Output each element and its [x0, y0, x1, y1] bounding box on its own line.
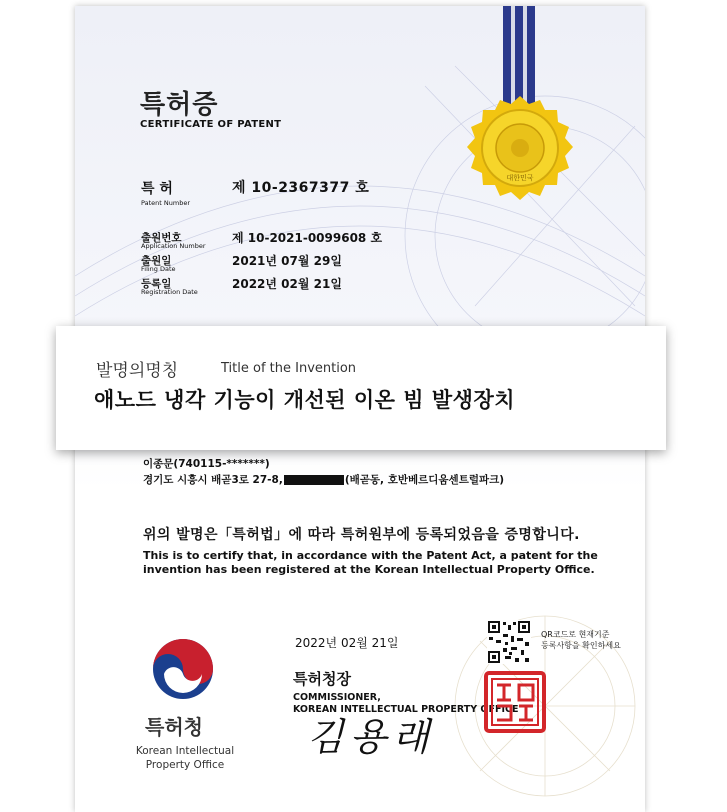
invention-title-banner — [56, 326, 666, 450]
redaction-bar — [284, 475, 344, 485]
inventor-address-prefix: 경기도 시흥시 배곧3로 27-8, — [143, 474, 283, 486]
office-name-en-line2: Property Office — [145, 759, 225, 771]
commissioner-title-en-line2: KOREAN INTELLECTUAL PROPERTY OFFICE — [293, 704, 519, 715]
commissioner-title-ko: 특허청장 — [293, 670, 351, 688]
invention-label-ko: 발명의명칭 — [96, 361, 179, 381]
qr-note — [541, 629, 621, 651]
office-name-ko: 특허청 — [145, 715, 203, 739]
application-label-ko: 출원번호 — [141, 232, 182, 244]
commissioner-signature: 김용래 — [307, 715, 436, 759]
application-label-en: Application Number — [141, 242, 206, 250]
certification-statement-en: This is to certify that, in accordance with the Patent Act, a patent for the invention has been registered at the Korean Intellectual Property Office. — [143, 549, 598, 576]
registration-label-en: Registration Date — [141, 288, 198, 296]
filing-date: 2021년 07월 29일 — [232, 254, 342, 268]
inventor-name: 이종문(740115-*******) — [143, 458, 270, 470]
patent-number: 제 10-2367377 호 — [232, 180, 370, 196]
qr-note-line1: QR코드로 현재기준 — [541, 630, 610, 639]
qr-code[interactable] — [487, 620, 531, 664]
gold-medal-emblem — [445, 6, 605, 226]
certificate-title-ko: 특허증 — [140, 90, 219, 120]
patent-label-en: Patent Number — [141, 199, 191, 207]
filing-label-en: Filing Date — [141, 265, 176, 273]
registration-date: 2022년 02월 21일 — [232, 277, 342, 291]
invention-label-en: Title of the Invention — [221, 361, 357, 376]
certificate-title-en: CERTIFICATE OF PATENT — [140, 119, 282, 130]
application-number: 제 10-2021-0099608 호 — [232, 231, 383, 245]
certification-statement-ko: 위의 발명은「특허법」에 따라 특허원부에 등록되었음을 증명합니다. — [143, 527, 580, 543]
issue-date: 2022년 02월 21일 — [295, 636, 399, 650]
office-name-en — [130, 744, 240, 772]
invention-title: 애노드 냉각 기능이 개선된 이온 빔 발생장치 — [94, 388, 516, 412]
registration-label-ko: 등록일 — [141, 278, 172, 290]
filing-label-ko: 출원일 — [141, 255, 172, 267]
qr-note-line2: 등록사항을 확인하세요 — [541, 641, 621, 650]
commissioner-title-en-line1: COMMISSIONER, — [293, 692, 381, 703]
patent-label-ko: 특 허 — [141, 181, 173, 197]
medal-label: 대한민국 — [506, 174, 534, 182]
inventor-address-suffix: (배곧동, 호반베르디움센트럴파크) — [344, 474, 505, 486]
inventor-address — [143, 472, 504, 487]
office-name-en-line1: Korean Intellectual — [135, 745, 235, 757]
kipo-taegeuk-logo — [150, 636, 216, 702]
official-red-seal — [483, 670, 547, 734]
